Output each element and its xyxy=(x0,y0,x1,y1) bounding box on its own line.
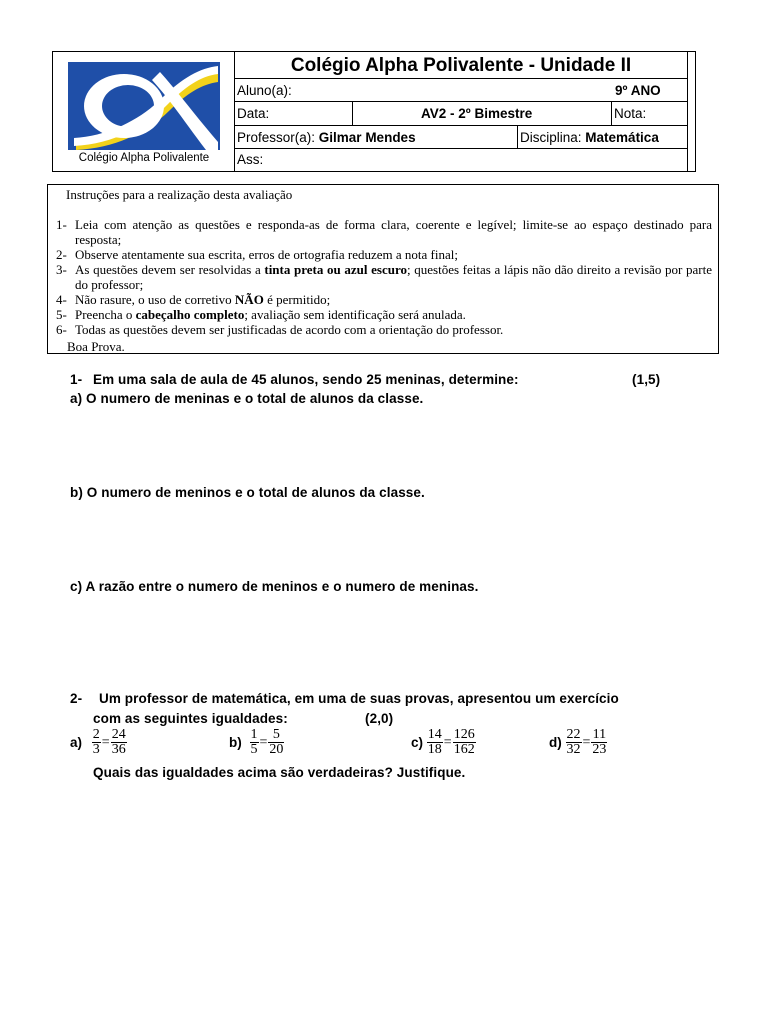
q1-b: b) O numero de meninos e o total de alunos da classe. xyxy=(70,485,425,500)
disciplina-label: Disciplina: xyxy=(520,130,582,145)
q1-number: 1- xyxy=(70,372,83,387)
instruction-item: 2- Observe atentamente sua escrita, erros de ortografia reduzem a nota final; xyxy=(56,247,458,262)
instruction-item: 3- As questões devem ser resolvidas a tinta preta ou azul escuro; questões feitas a lápis não dão direito a revisão por parte do professor; xyxy=(56,262,712,293)
nota-label: Nota: xyxy=(614,106,647,121)
ass-label: Ass: xyxy=(237,152,264,167)
disciplina-name: Matemática xyxy=(585,130,659,145)
instruction-item: 4- Não rasure, o uso de corretivo NÃO é permitido; xyxy=(56,292,331,307)
q2-option-c: c) $\frac{14}{18}$ = $\frac{126}{162}$ xyxy=(411,727,475,757)
logo-cell xyxy=(53,52,235,171)
instructions-box xyxy=(47,184,719,354)
instructions-title: Instruções para a realização desta avaliação xyxy=(66,187,293,202)
closing-text: Boa Prova. xyxy=(67,339,125,354)
school-logo-icon xyxy=(68,62,220,150)
q1-points: (1,5) xyxy=(632,372,661,387)
instruction-item: 6- Todas as questões devem ser justificadas de acordo com a orientação do professor. xyxy=(56,322,504,337)
professor-label: Professor(a): xyxy=(237,130,316,145)
exam-header xyxy=(52,51,696,172)
logo-caption: Colégio Alpha Polivalente xyxy=(78,152,210,164)
q2-option-b: b) $\frac{1}{5}$ = $\frac{5}{20}$ xyxy=(229,727,284,757)
instruction-item: 5- Preencha o cabeçalho completo; avaliação sem identificação será anulada. xyxy=(56,307,466,322)
aluno-row[interactable] xyxy=(235,79,687,102)
q2-points: (2,0) xyxy=(365,711,394,726)
professor-row xyxy=(235,126,687,149)
signature-row[interactable] xyxy=(235,149,687,171)
q2-option-a: a) $\frac{2}{3}$ = $\frac{24}{36}$ xyxy=(70,727,126,757)
aluno-label: Aluno(a): xyxy=(237,83,292,98)
q2-number: 2- xyxy=(70,691,83,706)
q2-line2: com as seguintes igualdades: xyxy=(93,711,288,726)
q2-question: Quais das igualdades acima são verdadeiras? Justifique. xyxy=(93,765,466,780)
q2-line1: Um professor de matemática, em uma de suas provas, apresentou um exercício xyxy=(99,691,619,706)
q1-a: a) O numero de meninas e o total de alunos da classe. xyxy=(70,391,424,406)
q1-text: Em uma sala de aula de 45 alunos, sendo 25 meninas, determine: xyxy=(93,372,519,387)
school-title: Colégio Alpha Polivalente - Unidade II xyxy=(235,52,687,79)
data-label: Data: xyxy=(237,106,270,121)
grade-label: 9º ANO xyxy=(615,83,661,98)
data-row[interactable] xyxy=(235,102,687,126)
instruction-item: 1- Leia com atenção as questões e responda-as de forma clara, coerente e legível; limite-se ao espaço destinado para resposta; xyxy=(56,217,712,248)
q2-option-d: d) $\frac{22}{32}$ = $\frac{11}{23}$ xyxy=(549,727,607,757)
q1-c: c) A razão entre o numero de meninos e o numero de meninas. xyxy=(70,579,479,594)
professor-name: Gilmar Mendes xyxy=(318,130,416,145)
exam-label: AV2 - 2º Bimestre xyxy=(421,106,533,121)
